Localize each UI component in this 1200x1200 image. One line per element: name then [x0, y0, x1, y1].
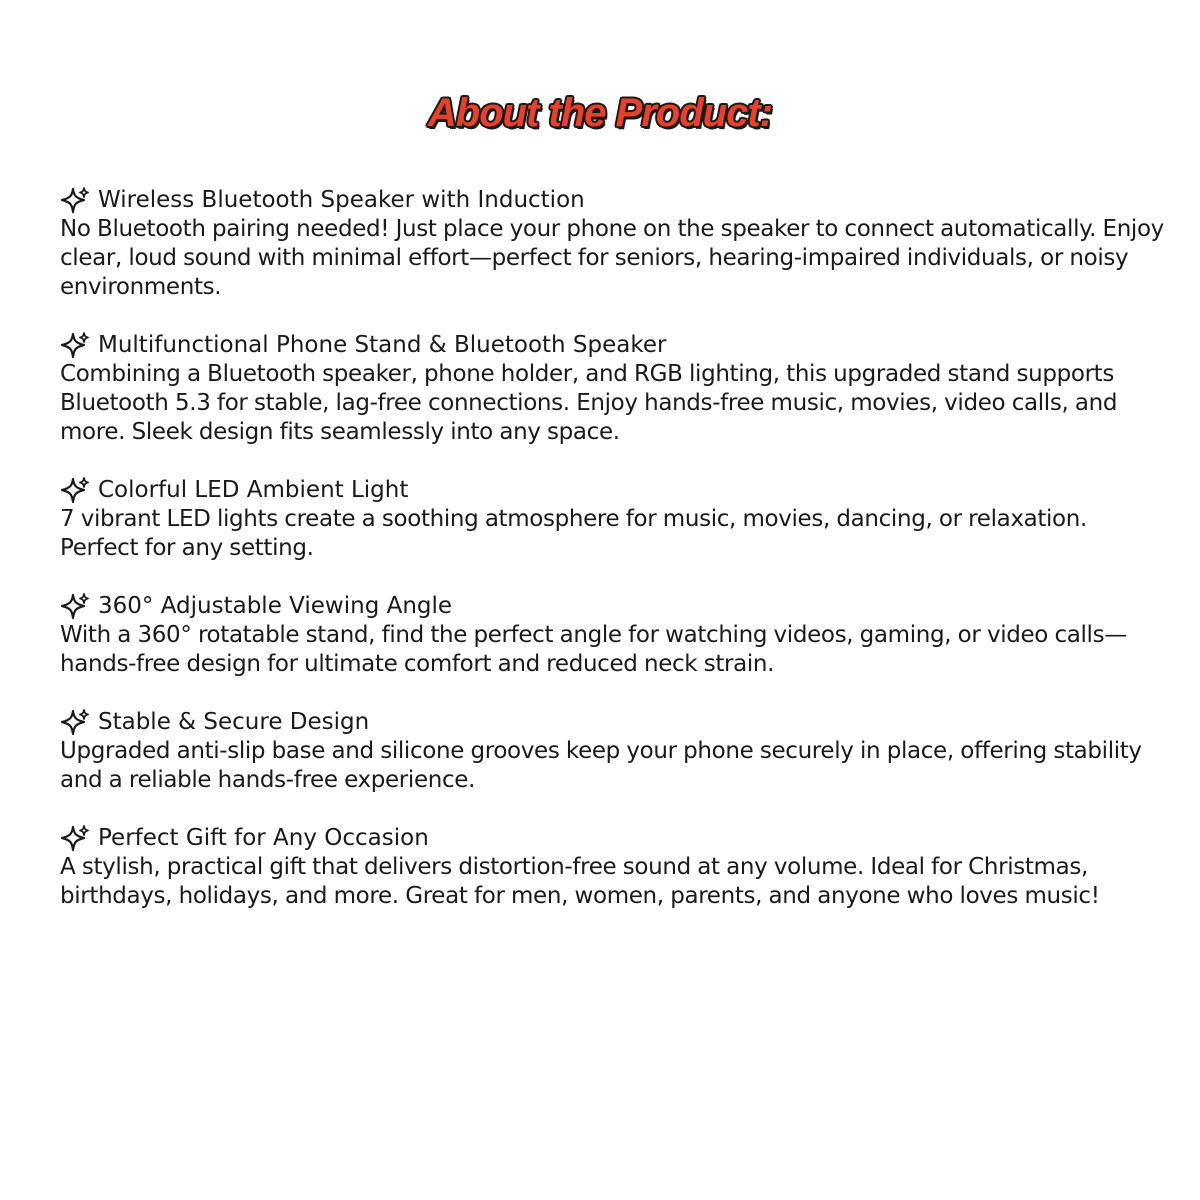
feature-heading: [60, 331, 1170, 360]
feature-item: [60, 476, 1170, 563]
feature-item: [60, 708, 1170, 795]
feature-item: [60, 186, 1170, 302]
feature-heading: [60, 824, 1170, 853]
feature-description: Upgraded anti-slip base and silicone grooves keep your phone securely in place, offering stability and a reliable hands-free experience.: [60, 738, 1142, 793]
feature-description: With a 360° rotatable stand, find the perfect angle for watching videos, gaming, or video calls—hands-free design for ultimate comfort and reduced neck strain.: [60, 622, 1127, 677]
feature-description: No Bluetooth pairing needed! Just place your phone on the speaker to connect automatically. Enjoy clear, loud sound with minimal effort—perfect for seniors, hearing-impaired individuals, or noisy environments.: [60, 216, 1164, 300]
feature-title: Multifunctional Phone Stand & Bluetooth Speaker: [98, 332, 667, 358]
feature-heading: [60, 476, 1170, 505]
sparkle-icon: [60, 592, 90, 621]
feature-item: [60, 331, 1170, 447]
feature-title: Colorful LED Ambient Light: [98, 477, 409, 503]
feature-description: Combining a Bluetooth speaker, phone holder, and RGB lighting, this upgraded stand supports Bluetooth 5.3 for stable, lag-free connections. Enjoy hands-free music, movies, video calls, and more. Sleek design fits seamlessly into any space.: [60, 361, 1118, 445]
feature-title: Wireless Bluetooth Speaker with Induction: [98, 187, 585, 213]
feature-item: [60, 592, 1170, 679]
feature-heading: [60, 592, 1170, 621]
feature-heading: [60, 708, 1170, 737]
sparkle-icon: [60, 186, 90, 215]
feature-title: Stable & Secure Design: [98, 709, 370, 735]
sparkle-icon: [60, 476, 90, 505]
feature-title: Perfect Gift for Any Occasion: [98, 825, 429, 851]
feature-description: A stylish, practical gift that delivers distortion-free sound at any volume. Ideal for Christmas, birthdays, holidays, and more. Great for men, women, parents, and anyone who loves music!: [60, 854, 1100, 909]
feature-heading: [60, 186, 1170, 215]
sparkle-icon: [60, 331, 90, 360]
page-title: About the Product:: [427, 90, 773, 135]
feature-title: 360° Adjustable Viewing Angle: [98, 593, 453, 619]
feature-description: 7 vibrant LED lights create a soothing atmosphere for music, movies, dancing, or relaxation. Perfect for any setting.: [60, 506, 1087, 561]
sparkle-icon: [60, 824, 90, 853]
feature-list: [60, 186, 1170, 940]
feature-item: [60, 824, 1170, 911]
sparkle-icon: [60, 708, 90, 737]
